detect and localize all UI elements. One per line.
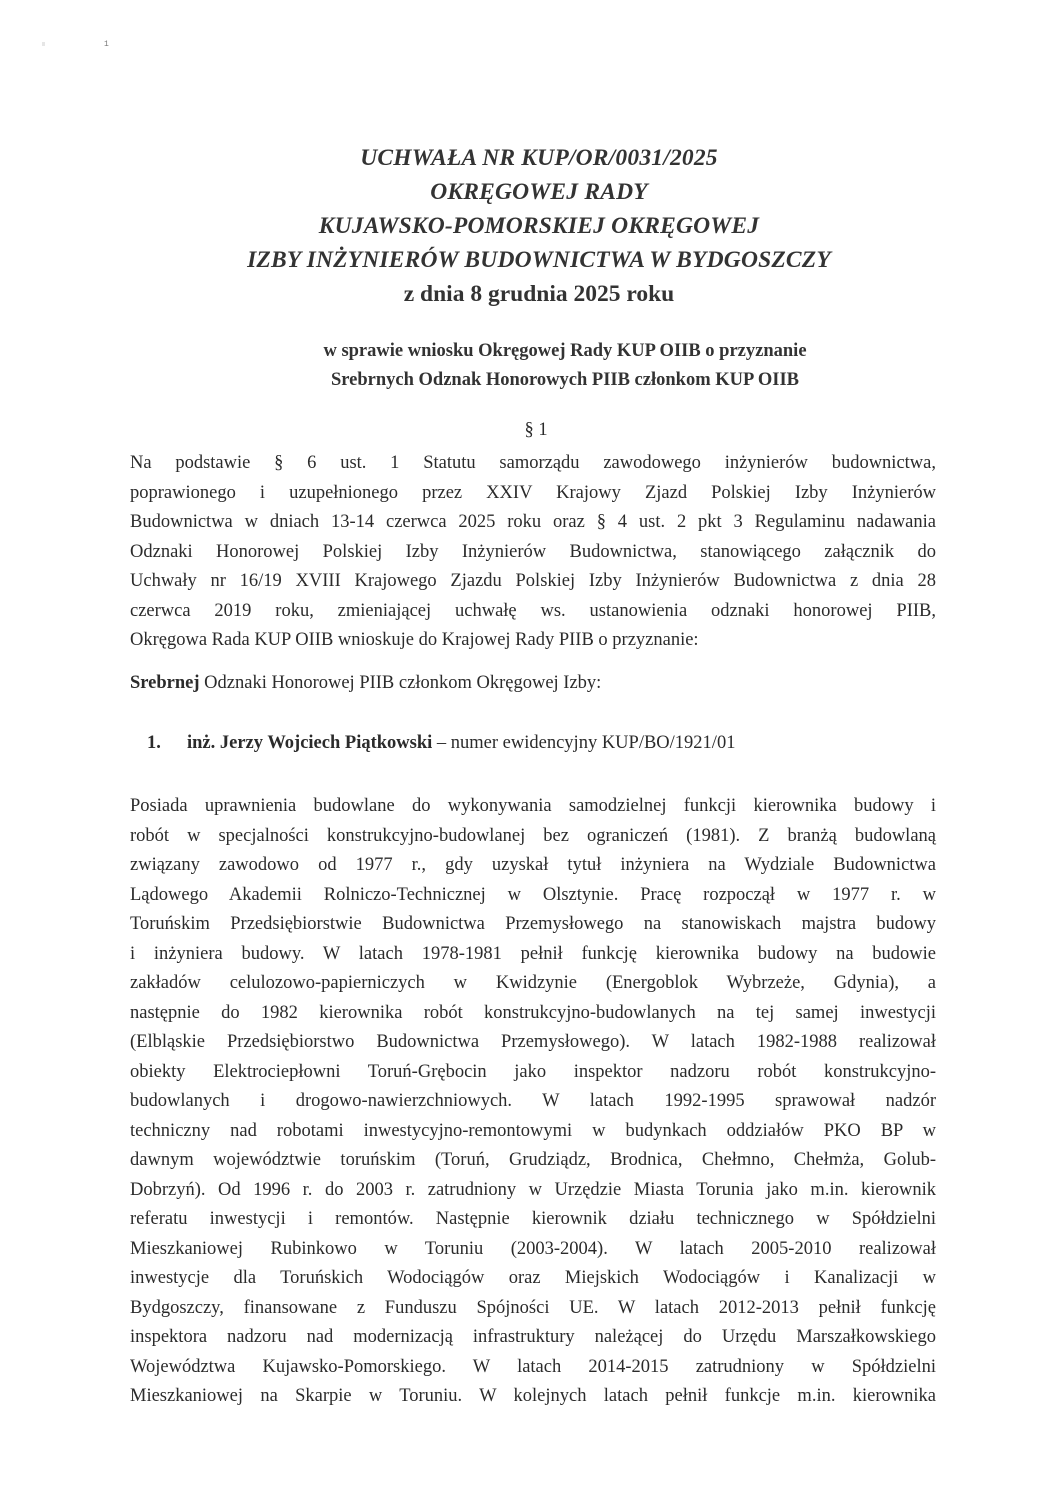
issuing-body-line-1: OKRĘGOWEJ RADY — [430, 179, 648, 205]
award-recipients-label: Odznaki Honorowej PIIB członkom Okręgowej Izby: — [199, 673, 602, 693]
resolution-number: UCHWAŁA NR KUP/OR/0031/2025 — [360, 145, 718, 171]
resolution-subject — [0, 337, 1058, 395]
issuing-body-line-2: KUJAWSKO-POMORSKIEJ OKRĘGOWEJ — [318, 213, 760, 239]
bio-line: budowlanych i drogowo-nawierzchniowych. W latach 1992-1995 sprawował nadzór — [130, 1091, 936, 1111]
bio-line: zakładów celulozowo-papierniczych w Kwidzynie (Energoblok Wybrzeże, Gdynia), a — [130, 973, 936, 993]
nominee-registry-number: – numer ewidencyjny KUP/BO/1921/01 — [432, 733, 736, 753]
resolution-header — [0, 141, 1058, 311]
bio-line: obiekty Elektrociepłowni Toruń-Grębocin jako inspektor nadzoru robót konstrukcyjno- — [130, 1061, 936, 1082]
subject-line-2: Srebrnych Odznak Honorowych PIIB członkom KUP OIIB — [330, 370, 800, 390]
intro-line: Na podstawie § 6 ust. 1 Statutu samorządu zawodowego inżynierów budownictwa, — [130, 453, 936, 473]
nominee-name: inż. Jerzy Wojciech Piątkowski — [187, 733, 433, 753]
bio-line: Mieszkaniowej Rubinkowo w Toruniu (2003-2004). W latach 2005-2010 realizował — [130, 1238, 936, 1259]
bio-line: związany zawodowo od 1977 r., gdy uzyskał tytuł inżyniera na Wydziale Budownictwa — [130, 855, 936, 875]
award-type: Srebrnej — [130, 673, 200, 693]
bio-line: dawnym województwie toruńskim (Toruń, Grudziądz, Brodnica, Chełmno, Chełmża, Golub- — [130, 1150, 936, 1170]
intro-paragraph — [130, 449, 936, 656]
bio-line: Dobrzyń). Od 1996 r. do 2003 r. zatrudniony w Urzędzie Miasta Torunia jako m.in. kierownik — [130, 1179, 936, 1200]
nominee-list-item — [147, 733, 735, 754]
section-sign: § 1 — [524, 420, 548, 440]
bio-line: Mieszkaniowej na Skarpie w Toruniu. W kolejnych latach pełnił funkcje m.in. kierownika — [130, 1386, 936, 1406]
bio-line: Toruńskim Przedsiębiorstwie Budownictwa Przemysłowego na stanowiskach majstra budowy — [130, 914, 936, 934]
intro-line: Budownictwa w dniach 13-14 czerwca 2025 roku oraz § 4 ust. 2 pkt 3 Regulaminu nadawania — [130, 512, 936, 532]
bio-line: techniczny nad robotami inwestycyjno-remontowymi w budynkach oddziałów PKO BP w — [130, 1120, 936, 1141]
nominee-biography — [130, 792, 936, 1412]
bio-line: referatu inwestycji i remontów. Następnie kierownik działu technicznego w Spółdzielni — [130, 1209, 936, 1229]
bio-line: następnie do 1982 kierownika robót konstrukcyjno-budowlanych na tej samej inwestycji — [130, 1002, 936, 1023]
page-number: 1 — [104, 40, 109, 49]
award-heading — [130, 673, 601, 694]
bio-line: robót w specjalności konstrukcyjno-budowlanej bez ograniczeń (1981). Z branżą budowlaną — [130, 825, 936, 846]
intro-line: Okręgowa Rada KUP OIIB wnioskuje do Krajowej Rady PIIB o przyznanie: — [130, 630, 699, 650]
bio-line: Lądowego Akademii Rolniczo-Technicznej w Olsztynie. Pracę rozpoczął w 1977 r. w — [130, 884, 936, 905]
intro-line: poprawionego i uzupełnionego przez XXIV Krajowy Zjazd Polskiej Izby Inżynierów — [130, 482, 936, 503]
nominee-number: 1. — [147, 733, 161, 753]
scan-artifact — [42, 42, 45, 46]
bio-line: Posiada uprawnienia budowlane do wykonywania samodzielnej funkcji kierownika budowy i — [130, 796, 936, 816]
bio-line: Bydgoszczy, finansowane z Funduszu Spójności UE. W latach 2012-2013 pełnił funkcję — [130, 1297, 936, 1318]
bio-line: (Elbląskie Przedsiębiorstwo Budownictwa Przemysłowego). W latach 1982-1988 realizował — [130, 1032, 936, 1052]
bio-line: inwestycje dla Toruńskich Wodociągów oraz Miejskich Wodociągów i Kanalizacji w — [130, 1268, 936, 1288]
intro-line: Odznaki Honorowej Polskiej Izby Inżynierów Budownictwa, stanowiącego załącznik do — [130, 541, 936, 562]
bio-line: i inżyniera budowy. W latach 1978-1981 pełnił funkcję kierownika budowy na budowie — [130, 943, 936, 964]
bio-line: Województwa Kujawsko-Pomorskiego. W latach 2014-2015 zatrudniony w Spółdzielni — [130, 1356, 936, 1377]
bio-line: inspektora nadzoru nad modernizacją infrastruktury należącej do Urzędu Marszałkowskiego — [130, 1327, 936, 1347]
resolution-date: z dnia 8 grudnia 2025 roku — [403, 281, 675, 307]
intro-line: Uchwały nr 16/19 XVIII Krajowego Zjazdu Polskiej Izby Inżynierów Budownictwa z dnia 28 — [130, 571, 936, 591]
subject-line-1: w sprawie wniosku Okręgowej Rady KUP OIIB o przyznanie — [323, 341, 807, 361]
issuing-body-line-3: IZBY INŻYNIERÓW BUDOWNICTWA W BYDGOSZCZY — [247, 247, 831, 273]
intro-line: czerwca 2019 roku, zmieniającej uchwałę ws. ustanowienia odznaki honorowej PIIB, — [130, 600, 936, 621]
